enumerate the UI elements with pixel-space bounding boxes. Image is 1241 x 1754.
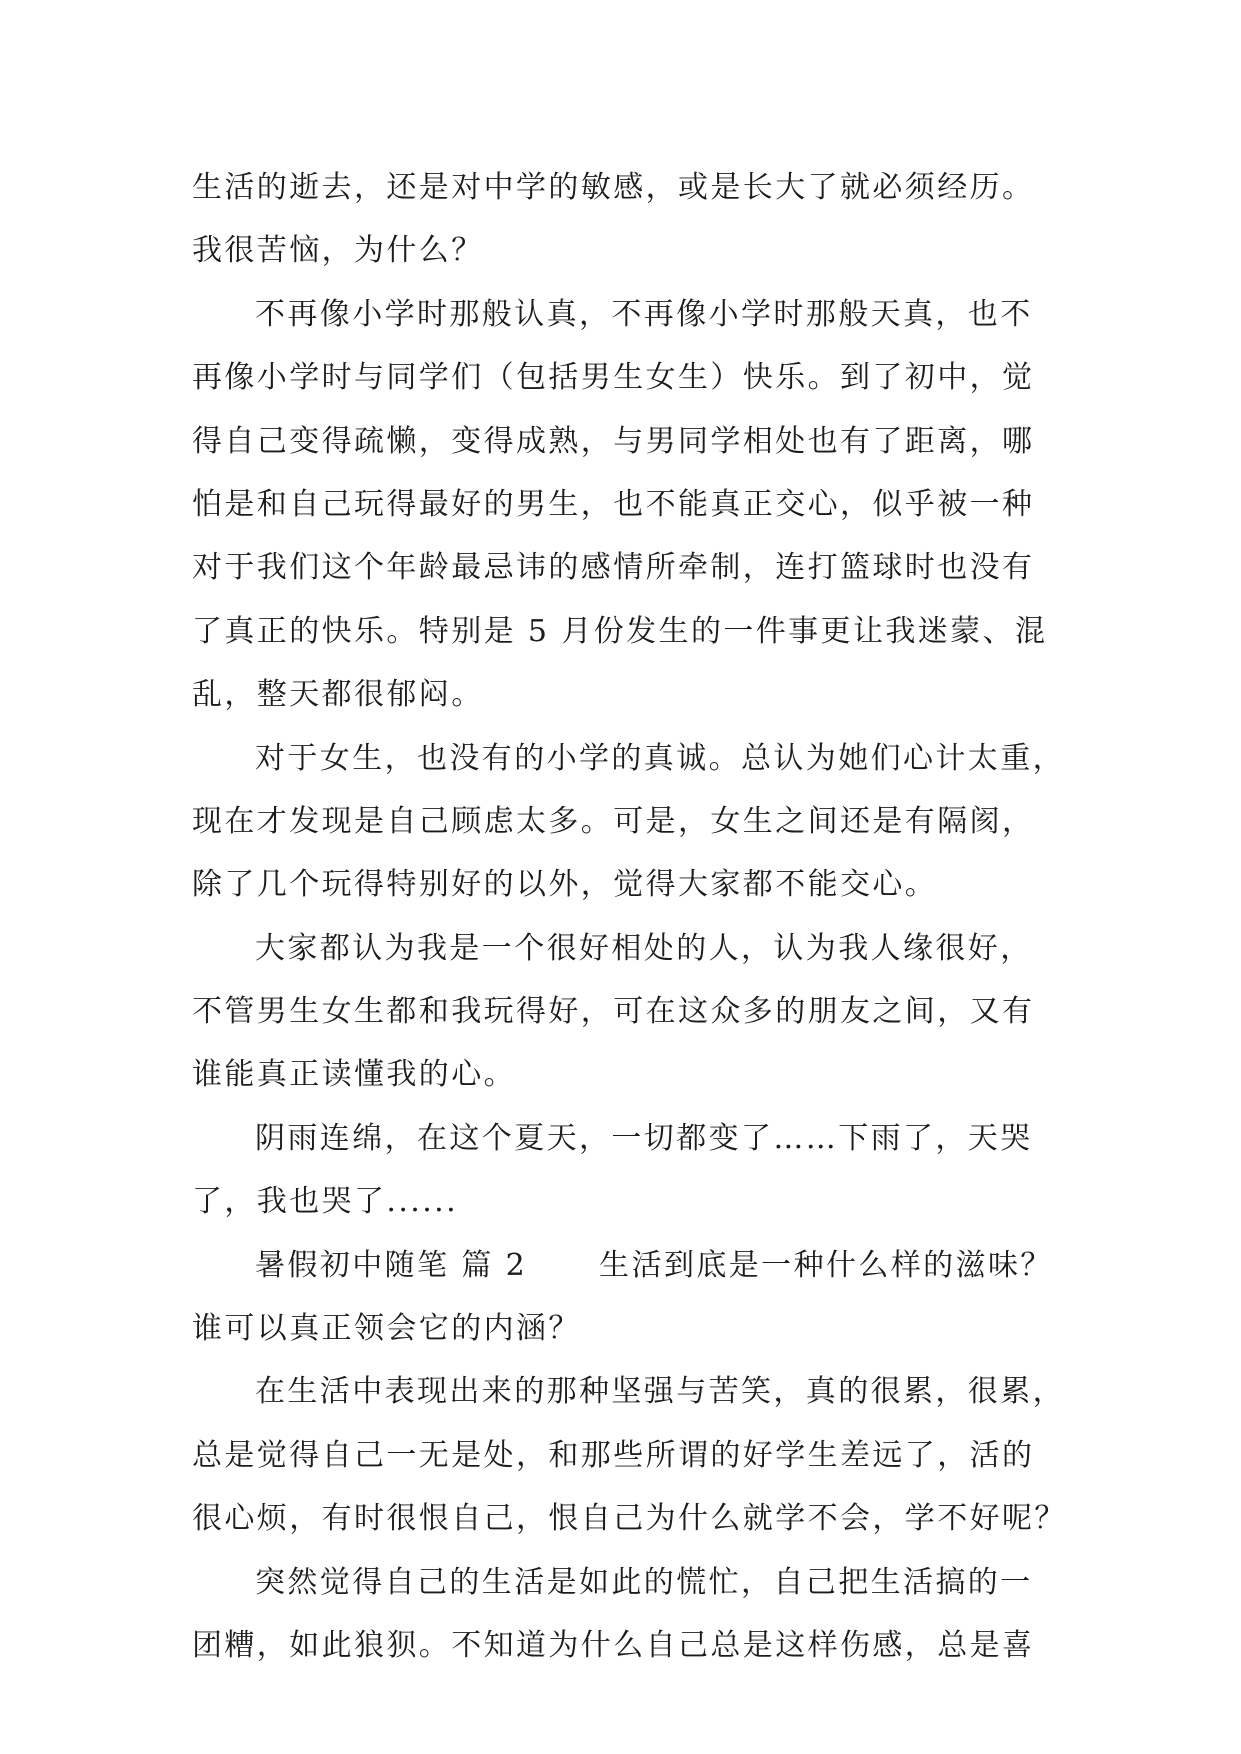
text-line: 很心烦，有时很恨自己，恨自己为什么就学不会，学不好呢？ [192,1501,1067,1537]
text-line: 对于我们这个年龄最忌讳的感情所牵制，连打篮球时也没有 [192,550,1035,586]
paragraph-start: 阴雨连绵，在这个夏天，一切都变了……下雨了，天哭 [255,1120,1033,1156]
text-line: 怕是和自己玩得最好的男生，也不能真正交心，似乎被一种 [192,486,1035,522]
paragraph-start: 突然觉得自己的生活是如此的慌忙，自己把生活搞的一 [255,1564,1033,1600]
text-line: 现在才发现是自己顾虑太多。可是，女生之间还是有隔阂， [192,803,1035,839]
paragraph-start: 不再像小学时那般认真，不再像小学时那般天真，也不 [255,296,1033,332]
text-line: 总是觉得自己一无是处，和那些所谓的好学生差远了，活的 [192,1437,1035,1473]
text-line: 再像小学时与同学们（包括男生女生）快乐。到了初中，觉 [192,360,1035,396]
text-line: 乱，整天都很郁闷。 [192,677,484,713]
section-heading-line [192,1234,1067,1297]
essay-body [192,156,1067,1677]
text-line: 团糟，如此狼狈。不知道为什么自己总是这样伤感，总是喜 [192,1627,1035,1663]
paragraph-start: 大家都认为我是一个很好相处的人，认为我人缘很好， [255,930,1033,966]
paragraph-start: 对于女生，也没有的小学的真诚。总认为她们心计太重， [255,740,1065,776]
paragraph-start: 在生活中表现出来的那种坚强与苦笑，真的很累，很累， [255,1374,1065,1410]
text-line: 了真正的快乐。特别是 5 月份发生的一件事更让我迷蒙、混 [192,613,1048,649]
text-line: 得自己变得疏懒，变得成熟，与男同学相处也有了距离，哪 [192,423,1035,459]
text-line: 除了几个玩得特别好的以外，觉得大家都不能交心。 [192,867,938,903]
text-line: 生活的逝去，还是对中学的敏感，或是长大了就必须经历。 [192,170,1035,205]
text-line: 谁能真正读懂我的心。 [192,1057,516,1093]
section-heading: 暑假初中随笔 篇 2 [255,1247,528,1283]
text-line: 我很苦恼，为什么？ [192,233,484,269]
text-line: 谁可以真正领会它的内涵？ [192,1311,581,1347]
text-line: 不管男生女生都和我玩得好，可在这众多的朋友之间，又有 [192,994,1035,1030]
heading-continuation: 生活到底是一种什么样的滋味？ [599,1247,1053,1283]
text-line: 了，我也哭了...... [192,1184,459,1220]
